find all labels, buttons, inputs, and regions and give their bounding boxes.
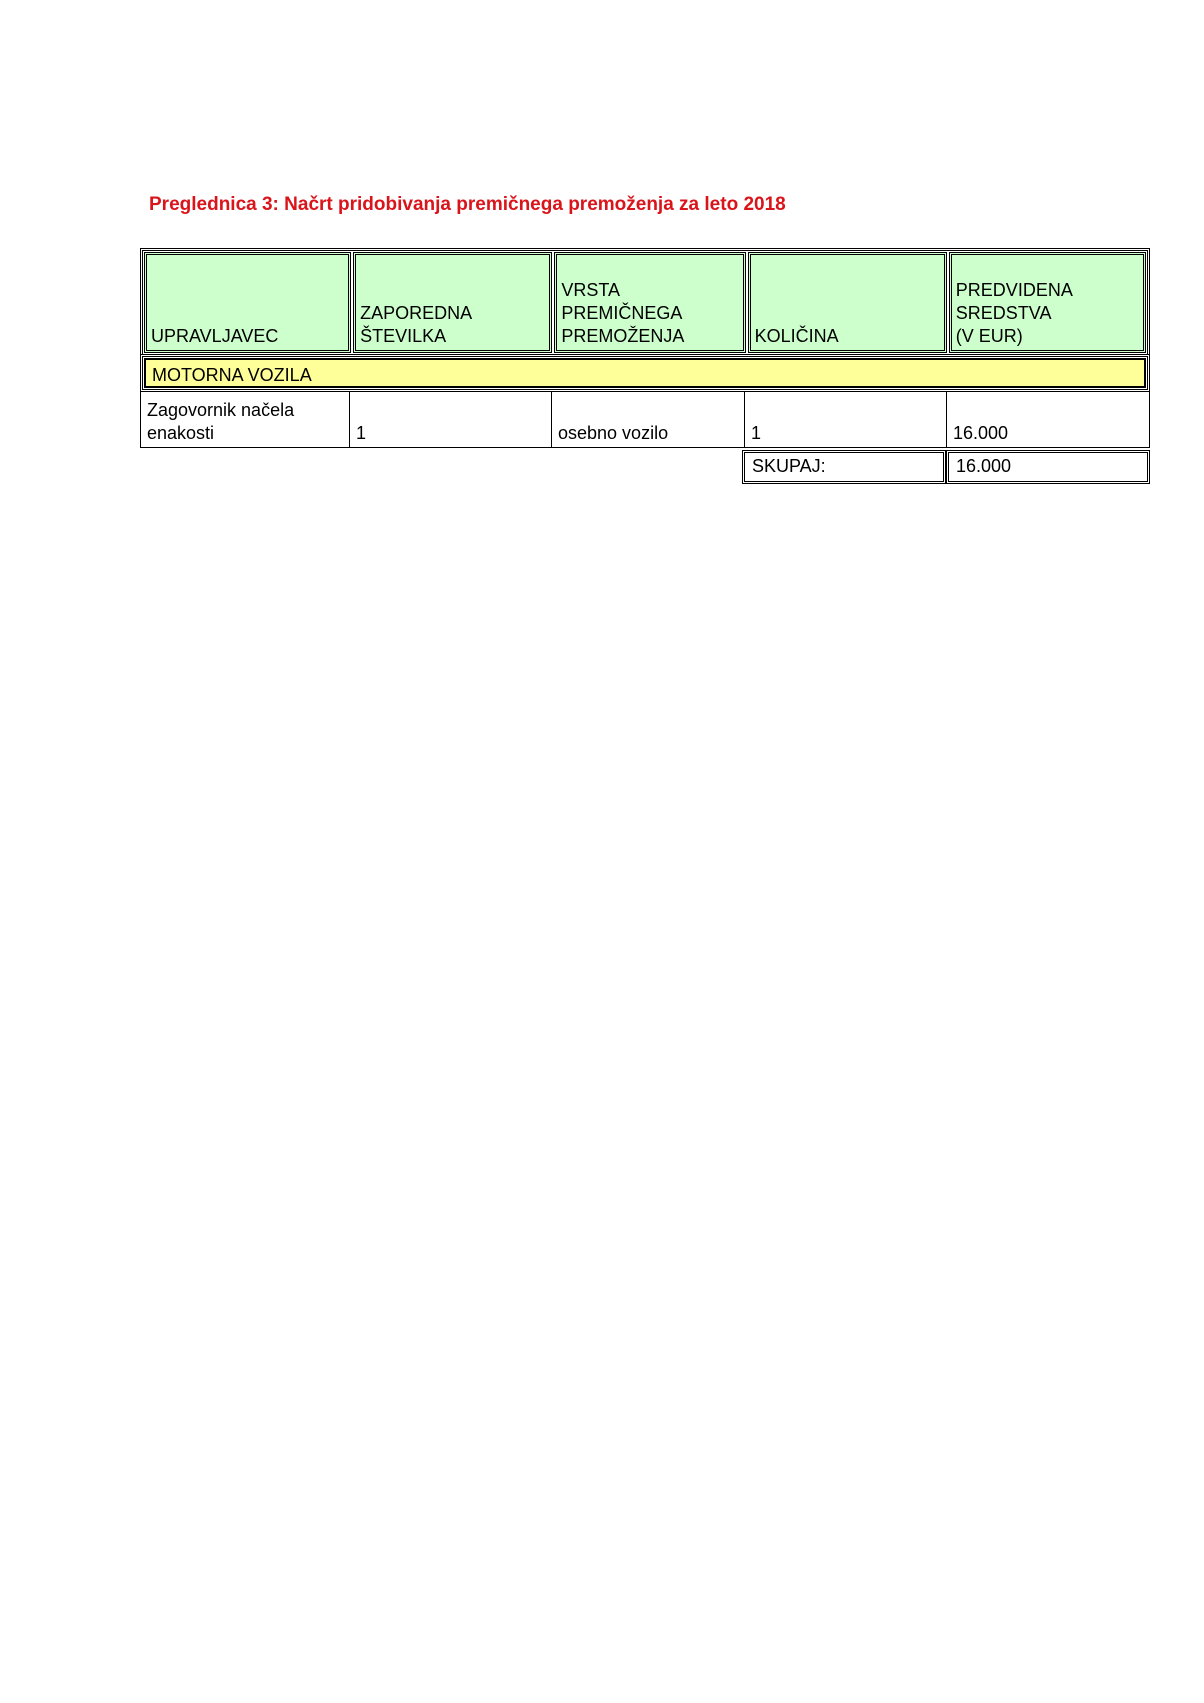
table-row (140, 392, 1150, 448)
category-label: MOTORNA VOZILA (144, 358, 1146, 388)
table-caption: Preglednica 3: Načrt pridobivanja premičnega premoženja za leto 2018 (149, 194, 786, 215)
header-zaporedna-stevilka: ZAPOREDNA ŠTEVILKA (353, 252, 552, 353)
acquisition-plan-table (140, 248, 1150, 484)
header-upravljavec: UPRAVLJAVEC (144, 252, 351, 353)
total-label: SKUPAJ: (742, 450, 946, 484)
total-spacer (140, 450, 742, 484)
header-predvidena-sredstva: PREDVIDENA SREDSTVA (V EUR) (949, 252, 1146, 353)
cell-upravljavec: Zagovornik načela enakosti (141, 392, 350, 447)
table-header-row (140, 248, 1150, 354)
total-value: 16.000 (946, 450, 1150, 484)
header-kolicina: KOLIČINA (748, 252, 947, 353)
header-vrsta-premozenja: VRSTA PREMIČNEGA PREMOŽENJA (554, 252, 745, 353)
cell-sredstva: 16.000 (953, 423, 1009, 443)
cell-vrsta: osebno vozilo (552, 392, 745, 447)
cell-zaporedna-stevilka: 1 (350, 392, 552, 447)
total-row (140, 450, 1150, 484)
category-row (140, 354, 1150, 392)
cell-kolicina: 1 (745, 392, 947, 447)
